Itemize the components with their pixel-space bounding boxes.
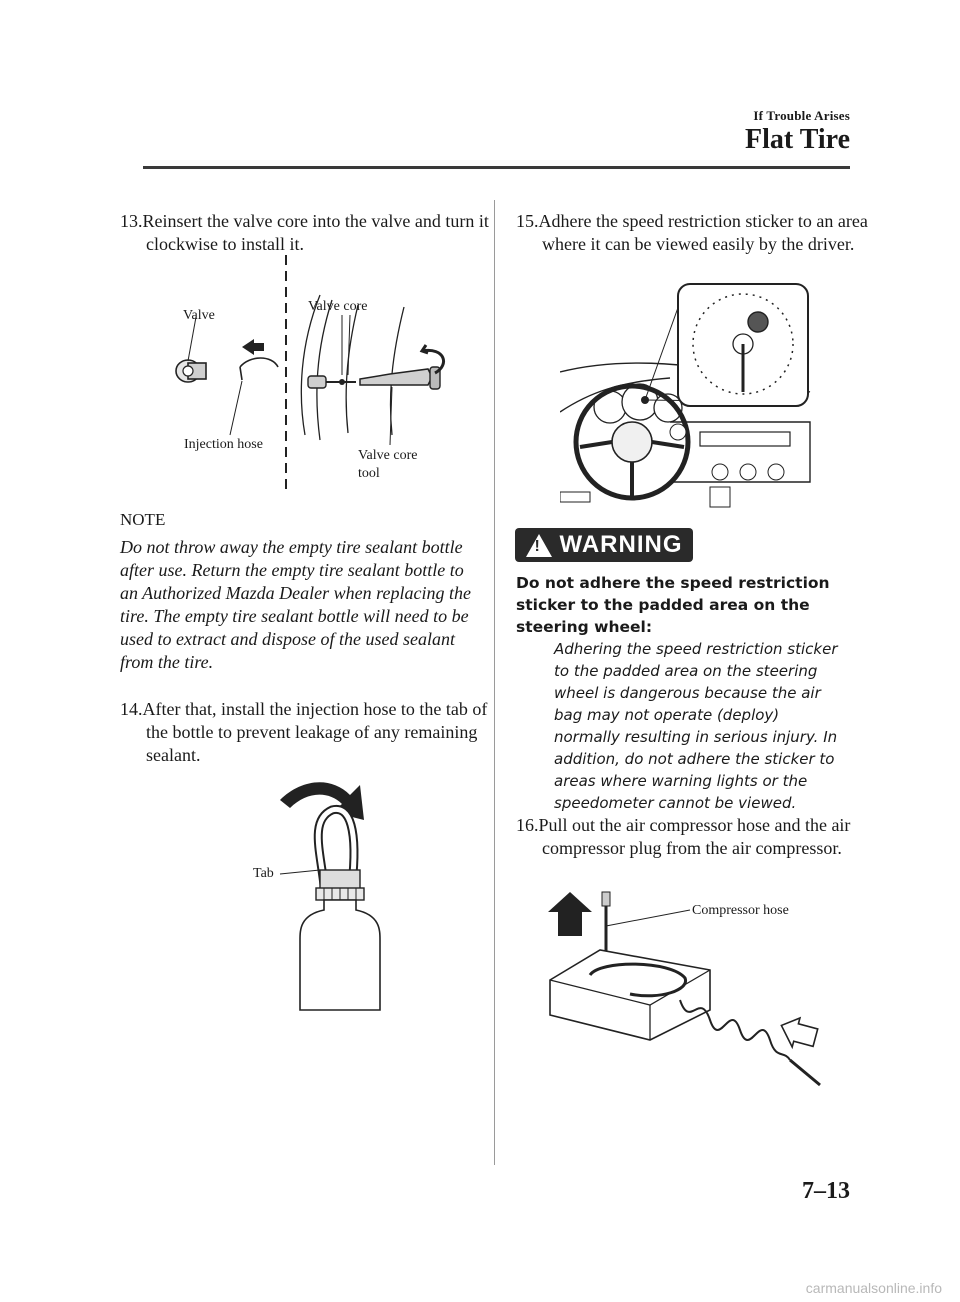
label-valve: Valve bbox=[183, 308, 215, 323]
warning-icon: ! bbox=[526, 534, 552, 557]
compressor-figure bbox=[540, 890, 840, 1100]
label-compressor-hose: Compressor hose bbox=[692, 903, 789, 918]
warning-text: Adhering the speed restriction sticker to the padded area on the steering wheel is dangerous because the air bag may not operate (deploy) normally resulting in serious injury. In addition, do not adhere the sticker to areas where warning lights or the speedometer cannot be viewed. bbox=[554, 640, 838, 812]
label-valve-core-tool-line1: Valve core bbox=[358, 448, 418, 463]
valve-core-tool-icon bbox=[360, 345, 444, 389]
page-number: 7–13 bbox=[802, 1178, 850, 1204]
direction-arrow-icon bbox=[242, 339, 264, 355]
warning-badge-label: WARNING bbox=[559, 531, 683, 558]
label-tab: Tab bbox=[253, 866, 274, 881]
watermark: carmanualsonline.info bbox=[805, 1280, 942, 1296]
speed-sticker-icon bbox=[748, 312, 768, 332]
valve-core-icon bbox=[308, 376, 356, 388]
dashboard-figure bbox=[560, 282, 820, 512]
up-arrow-icon bbox=[548, 892, 592, 936]
step-15: 15.Adhere the speed restriction sticker to an area where it can be viewed easily by the driver. bbox=[516, 211, 868, 254]
bottle-body-icon bbox=[300, 900, 380, 1010]
note-text: Do not throw away the empty tire sealant bottle after use. Return the empty tire sealant bottle to an Authorized Mazda Dealer when replacing the tire. The empty tire sealant bottle will need to be used to extract and dispose of the used sealant from the tire. bbox=[120, 537, 471, 672]
column-divider bbox=[494, 200, 495, 1165]
step-16: 16.Pull out the air compressor hose and the air compressor plug from the air compressor. bbox=[516, 815, 851, 858]
sealant-bottle-figure bbox=[240, 770, 400, 1020]
note-heading: NOTE bbox=[120, 510, 166, 529]
compressor-plug-icon bbox=[790, 1060, 820, 1085]
page-title: Flat Tire bbox=[745, 124, 850, 155]
label-valve-core: Valve core bbox=[308, 299, 368, 314]
header-rule bbox=[143, 166, 850, 169]
step-14: 14.After that, install the injection hose to the tab of the bottle to prevent leakage of any remaining sealant. bbox=[120, 699, 488, 765]
label-valve-core-tool-line2: tool bbox=[358, 466, 380, 481]
injection-hose-icon bbox=[240, 358, 278, 367]
section-kicker: If Trouble Arises bbox=[753, 108, 850, 123]
warning-heading: Do not adhere the speed restriction sticker to the padded area on the steering wheel: bbox=[516, 574, 830, 636]
pull-arrow-icon bbox=[777, 1014, 820, 1052]
step-13: 13.Reinsert the valve core into the valve and turn it clockwise to install it. bbox=[120, 211, 489, 254]
warning-badge bbox=[515, 528, 693, 562]
valve-part-icon bbox=[176, 360, 206, 382]
label-injection-hose: Injection hose bbox=[184, 437, 263, 452]
